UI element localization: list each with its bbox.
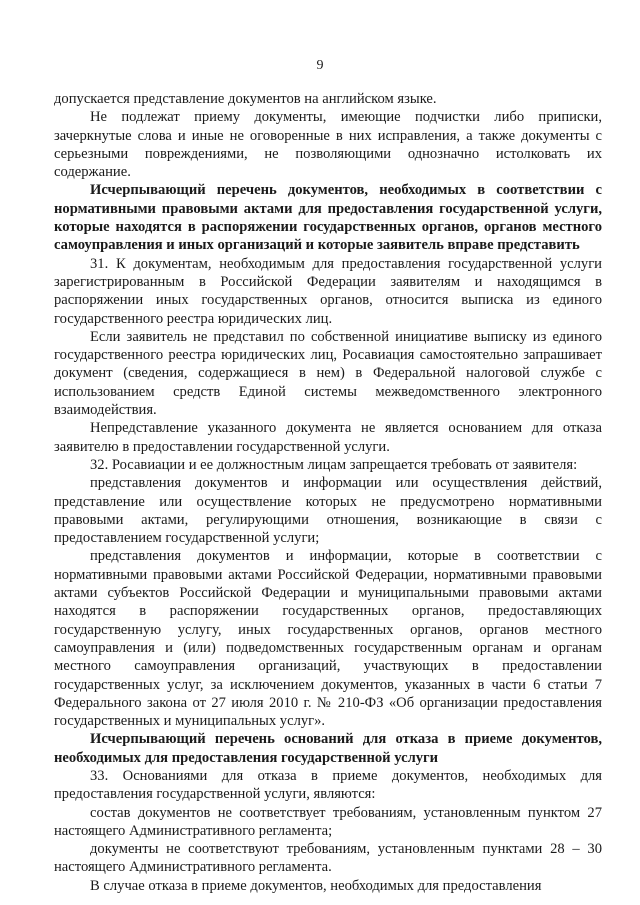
paragraph-31: 31. К документам, необходимым для предоставления государственной услуги зарегистрированным в Российской Федерации заявителям и находящимся в распоряжении иных государственных органов, относится выписка из единого государственного реестра юридических лиц. <box>54 255 602 327</box>
paragraph-32-item-1: представления документов и информации или осуществления действий, представление или осуществление которых не предусмотрено нормативными правовыми актами, регулирующими отношения, возникающие в связи с предоставлением государственной услуги; <box>54 475 602 547</box>
document-body <box>54 90 602 895</box>
paragraph-continuation: допускается представление документов на английском языке. <box>54 91 437 107</box>
paragraph-31-non-submission: Непредставление указанного документа не является основанием для отказа заявителю в предоставлении государственной услуги. <box>54 420 602 455</box>
page-number: 9 <box>316 58 324 73</box>
paragraph-31-egrul-request: Если заявитель не представил по собственной инициативе выписку из единого государственного реестра юридических лиц, Росавиация самостоятельно запрашивает документ (сведения, содержащиеся в нем) в Федеральной налоговой службе с использованием средств Единой системы межведомственного электронного взаимодействия. <box>54 328 602 419</box>
paragraph-rejection-conditions: Не подлежат приему документы, имеющие подчистки либо приписки, зачеркнутые слова и иные не оговоренные в них исправления, а также документы с серьезными повреждениями, не позволяющими однозначно истолковать их содержание. <box>54 109 602 181</box>
section-heading-documents-list: Исчерпывающий перечень документов, необходимых в соответствии с нормативными правовыми актами для предоставления государственной услуги, которые находятся в распоряжении государственных органов, органов местного самоуправления и иных организаций и которые заявитель вправе представить <box>54 182 602 254</box>
section-heading-refusal-grounds: Исчерпывающий перечень оснований для отказа в приеме документов, необходимых для предоставления государственной услуги <box>54 731 602 766</box>
paragraph-refusal-case: В случае отказа в приеме документов, необходимых для предоставления <box>90 877 542 894</box>
paragraph-32-item-2: представления документов и информации, которые в соответствии с нормативными правовыми актами Российской Федерации, нормативными правовыми актами субъектов Российской Федерации и муниципальными правовыми актами находятся в распоряжении государственных органов, предоставляющих государственную услугу, иных государственных органов, органов местного самоуправления и (или) подведомственных государственным органам и органам местного самоуправления организаций, участвующих в предоставлении государственных услуг, за исключением документов, указанных в части 6 статьи 7 Федерального закона от 27 июля 2010 г. № 210-ФЗ «Об организации предоставления государственных и муниципальных услуг». <box>54 548 602 730</box>
paragraph-33: 33. Основаниями для отказа в приеме документов, необходимых для предоставления государственной услуги, являются: <box>54 767 602 803</box>
paragraph-32: 32. Росавиации и ее должностным лицам запрещается требовать от заявителя: <box>90 456 578 473</box>
paragraph-33-item-1: состав документов не соответствует требованиям, установленным пунктом 27 настоящего Административного регламента; <box>54 804 602 839</box>
paragraph-33-item-2: документы не соответствуют требованиям, установленным пунктами 28 – 30 настоящего Административного регламента. <box>54 841 602 876</box>
